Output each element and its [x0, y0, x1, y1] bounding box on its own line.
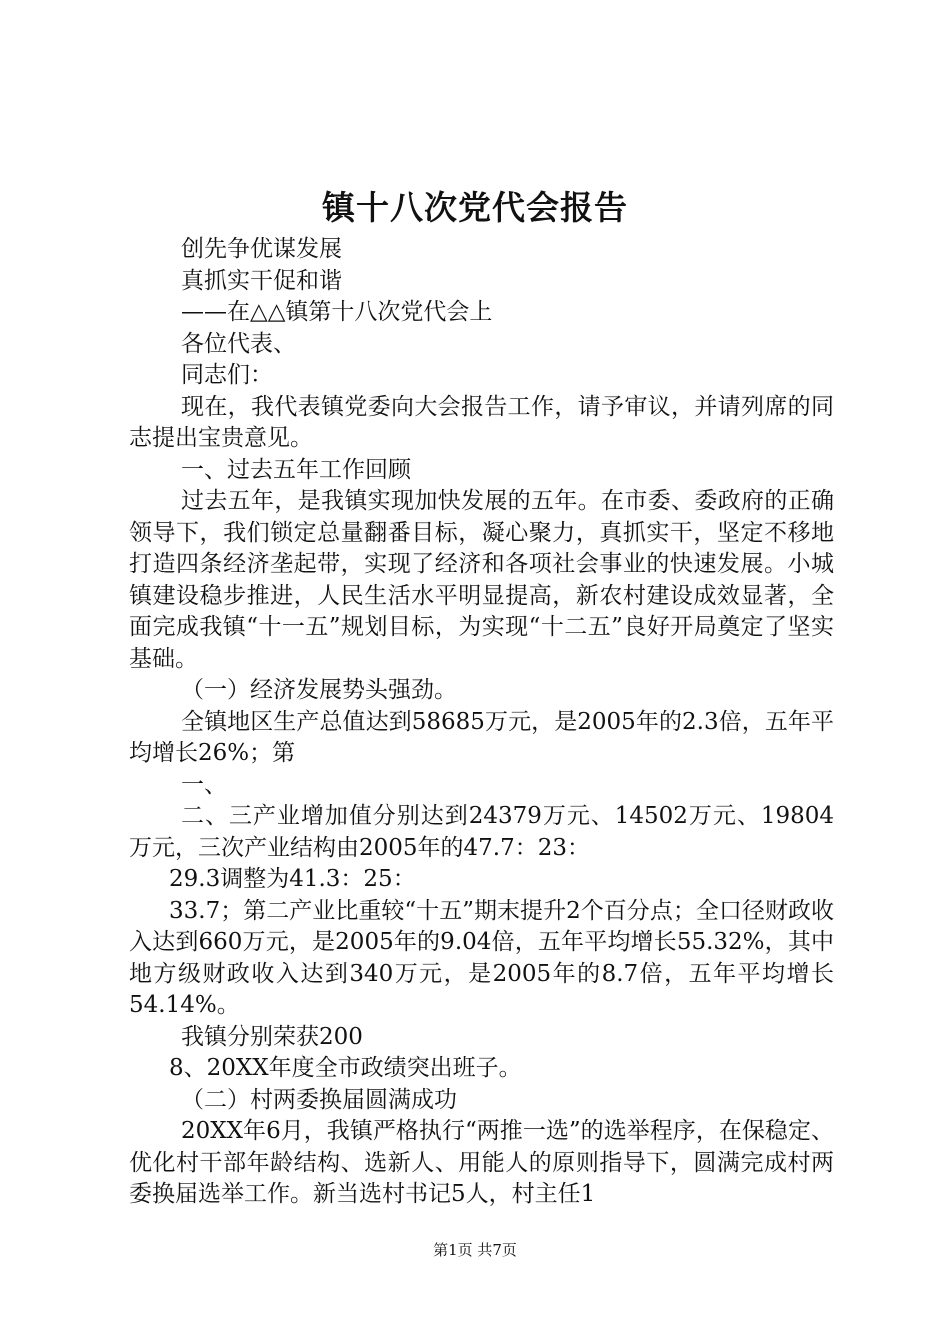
subtitle-line-3: ——在△△镇第十八次党代会上 [181, 299, 493, 325]
paragraph: 8、20XX年度全市政绩突出班子。 [169, 1055, 522, 1081]
paragraph: 过去五年，是我镇实现加快发展的五年。在市委、委政府的正确领导下，我们锁定总量翻番目标，凝心聚力，真抓实干，坚定不移地打造四条经济垄起带，实现了经济和各项社会事业的快速发展。小城镇建设稳步推进，人民生活水平明显提高，新农村建设成效显著，全面完成我镇“十一五”规划目标，为实现“十二五”良好开局奠定了坚实基础。 [129, 488, 834, 672]
paragraph: 全镇地区生产总值达到58685万元，是2005年的2.3倍，五年平均增长26%；第 [129, 708, 834, 766]
subsection-heading: （二）村两委换届圆满成功 [181, 1086, 457, 1113]
section-heading: 一、过去五年工作回顾 [181, 456, 411, 483]
document-body [129, 234, 834, 1211]
document-title: 镇十八次党代会报告 [322, 188, 628, 227]
paragraph: 二、三产业增加值分别达到24379万元、14502万元、19804万元，三次产业结构由2005年的47.7：23： [129, 803, 834, 861]
subtitle-line-1: 创先争优谋发展 [181, 236, 342, 262]
page-footer: 第1页 共7页 [433, 1241, 517, 1259]
salutation-line-1: 各位代表、 [181, 330, 296, 357]
paragraph: 29.3调整为41.3：25： [169, 866, 416, 892]
paragraph: 一、 [181, 771, 227, 798]
paragraph: 我镇分别荣获200 [181, 1023, 363, 1050]
paragraph: 20XX年6月，我镇严格执行“两推一选”的选举程序，在保稳定、优化村干部年龄结构、选新人、用能人的原则指导下，圆满完成村两委换届选举工作。新当选村书记5人，村主任1 [129, 1118, 834, 1207]
paragraph: 33.7；第二产业比重较“十五”期末提升2个百分点；全口径财政收入达到660万元，是2005年的9.04倍，五年平均增长55.32%，其中地方级财政收入达到340万元，是2005年的8.7倍，五年平均增长54.14%。 [129, 897, 834, 1018]
paragraph: 现在，我代表镇党委向大会报告工作，请予审议，并请列席的同志提出宝贵意见。 [129, 393, 834, 451]
subtitle-line-2: 真抓实干促和谐 [181, 267, 342, 294]
salutation-line-2: 同志们： [181, 362, 273, 388]
subsection-heading: （一）经济发展势头强劲。 [181, 677, 457, 703]
